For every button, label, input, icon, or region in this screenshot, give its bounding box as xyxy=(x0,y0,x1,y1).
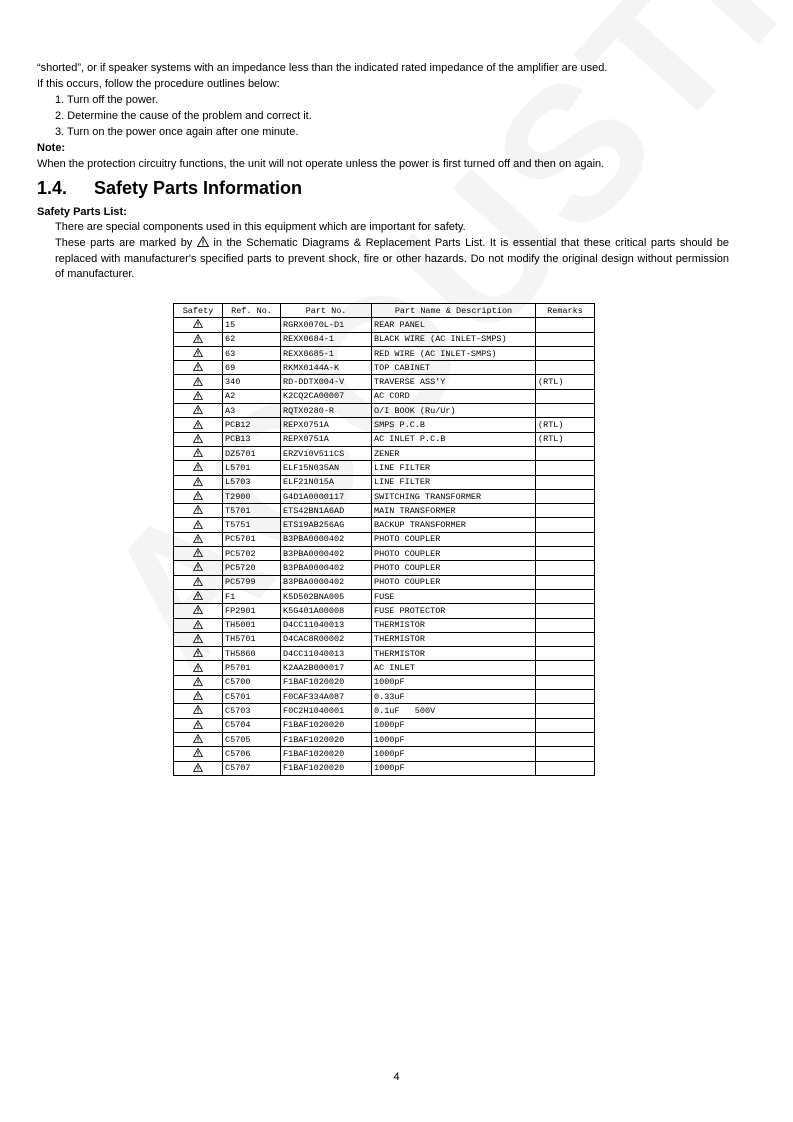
safety-mark-icon xyxy=(174,475,223,489)
part-name-cell: LINE FILTER xyxy=(372,475,536,489)
remarks-cell xyxy=(536,604,595,618)
note-label: Note: xyxy=(37,142,66,154)
remarks-cell xyxy=(536,318,595,332)
section-heading xyxy=(37,178,302,199)
part-name-cell: 1000pF xyxy=(372,747,536,761)
remarks-cell xyxy=(536,718,595,732)
procedure-step-3: 3. Turn on the power once again after one minute. xyxy=(55,126,299,138)
part-name-cell: THERMISTOR xyxy=(372,618,536,632)
ref-no-cell: A3 xyxy=(223,404,281,418)
ref-no-cell: C5707 xyxy=(223,761,281,775)
table-row xyxy=(174,690,595,704)
remarks-cell xyxy=(536,661,595,675)
safety-mark-icon xyxy=(174,518,223,532)
ref-no-cell: PC5720 xyxy=(223,561,281,575)
part-name-cell: SWITCHING TRANSFORMER xyxy=(372,489,536,503)
safety-mark-icon xyxy=(174,718,223,732)
ref-no-cell: TH5860 xyxy=(223,647,281,661)
ref-no-cell: PC5799 xyxy=(223,575,281,589)
part-no-cell: REPX0751A xyxy=(281,418,372,432)
part-name-cell: BACKUP TRANSFORMER xyxy=(372,518,536,532)
table-row xyxy=(174,489,595,503)
part-no-cell: RQTX0280-R xyxy=(281,404,372,418)
table-row xyxy=(174,532,595,546)
intro-line-1: “shorted”, or if speaker systems with an impedance less than the indicated rated impedance of the amplifier are used. xyxy=(37,62,608,74)
remarks-cell xyxy=(536,547,595,561)
table-row xyxy=(174,418,595,432)
table-row xyxy=(174,547,595,561)
table-row xyxy=(174,675,595,689)
table-row xyxy=(174,618,595,632)
part-name-cell: AC INLET P.C.B xyxy=(372,432,536,446)
table-row xyxy=(174,346,595,360)
ref-no-cell: 62 xyxy=(223,332,281,346)
remarks-cell xyxy=(536,389,595,403)
remarks-cell: (RTL) xyxy=(536,432,595,446)
part-name-cell: PHOTO COUPLER xyxy=(372,561,536,575)
part-no-cell: RGRX0070L-D1 xyxy=(281,318,372,332)
remarks-cell xyxy=(536,489,595,503)
safety-mark-icon xyxy=(174,661,223,675)
part-no-cell: F1BAF1020020 xyxy=(281,732,372,746)
ref-no-cell: DZ5701 xyxy=(223,446,281,460)
table-row xyxy=(174,718,595,732)
table-row xyxy=(174,361,595,375)
part-no-cell: D4CAC8R00002 xyxy=(281,632,372,646)
part-name-cell: 1000pF xyxy=(372,718,536,732)
ref-no-cell: C5700 xyxy=(223,675,281,689)
remarks-cell: (RTL) xyxy=(536,418,595,432)
safety-mark-icon xyxy=(174,589,223,603)
header-safety: Safety xyxy=(174,304,223,318)
safety-parts-table xyxy=(173,303,595,776)
table-row xyxy=(174,404,595,418)
part-no-cell: K2CQ2CA00007 xyxy=(281,389,372,403)
safety-mark-icon xyxy=(174,404,223,418)
ref-no-cell: PCB12 xyxy=(223,418,281,432)
remarks-cell xyxy=(536,732,595,746)
safety-mark-icon xyxy=(174,532,223,546)
procedure-step-1: 1. Turn off the power. xyxy=(55,94,159,106)
part-name-cell: 1000pF xyxy=(372,761,536,775)
part-name-cell: 1000pF xyxy=(372,675,536,689)
table-row xyxy=(174,589,595,603)
note-text: When the protection circuitry functions, the unit will not operate unless the power is first turned off and then on again. xyxy=(37,158,605,170)
safety-mark-icon xyxy=(174,632,223,646)
table-row xyxy=(174,518,595,532)
safety-mark-icon xyxy=(174,690,223,704)
ref-no-cell: 69 xyxy=(223,361,281,375)
part-no-cell: B3PBA0000402 xyxy=(281,547,372,561)
part-name-cell: PHOTO COUPLER xyxy=(372,547,536,561)
table-row xyxy=(174,761,595,775)
safety-mark-icon xyxy=(174,575,223,589)
safety-mark-icon xyxy=(174,489,223,503)
part-name-cell: PHOTO COUPLER xyxy=(372,575,536,589)
part-no-cell: RD-DDTX004-V xyxy=(281,375,372,389)
ref-no-cell: PCB13 xyxy=(223,432,281,446)
procedure-step-2: 2. Determine the cause of the problem and correct it. xyxy=(55,110,312,122)
remarks-cell xyxy=(536,561,595,575)
part-no-cell: ETS42BN1A6AD xyxy=(281,504,372,518)
part-name-cell: ZENER xyxy=(372,446,536,460)
part-name-cell: AC CORD xyxy=(372,389,536,403)
remarks-cell xyxy=(536,747,595,761)
part-no-cell: F0CAF334A087 xyxy=(281,690,372,704)
part-no-cell: D4CC11040013 xyxy=(281,647,372,661)
safety-mark-icon xyxy=(174,547,223,561)
warning-triangle-icon xyxy=(197,236,209,247)
table-row xyxy=(174,375,595,389)
table-row xyxy=(174,561,595,575)
part-no-cell: ELF15N035AN xyxy=(281,461,372,475)
ref-no-cell: PC5701 xyxy=(223,532,281,546)
part-no-cell: F1BAF1020020 xyxy=(281,718,372,732)
table-row xyxy=(174,475,595,489)
ref-no-cell: C5703 xyxy=(223,704,281,718)
ref-no-cell: T5701 xyxy=(223,504,281,518)
ref-no-cell: A2 xyxy=(223,389,281,403)
part-no-cell: K2AA2B000017 xyxy=(281,661,372,675)
safety-mark-icon xyxy=(174,618,223,632)
remarks-cell xyxy=(536,690,595,704)
part-name-cell: SMPS P.C.B xyxy=(372,418,536,432)
ref-no-cell: C5705 xyxy=(223,732,281,746)
table-row xyxy=(174,732,595,746)
part-name-cell: O/I BOOK (Ru/Ur) xyxy=(372,404,536,418)
safety-mark-icon xyxy=(174,361,223,375)
ref-no-cell: T5751 xyxy=(223,518,281,532)
safety-mark-icon xyxy=(174,747,223,761)
part-no-cell: REXX0685-1 xyxy=(281,346,372,360)
part-name-cell: BLACK WIRE (AC INLET-SMPS) xyxy=(372,332,536,346)
ref-no-cell: FP2901 xyxy=(223,604,281,618)
table-row xyxy=(174,647,595,661)
remarks-cell xyxy=(536,632,595,646)
part-no-cell: F1BAF1020020 xyxy=(281,675,372,689)
remarks-cell xyxy=(536,518,595,532)
part-no-cell: F1BAF1020020 xyxy=(281,747,372,761)
part-no-cell: ETS19AB256AG xyxy=(281,518,372,532)
ref-no-cell: F1 xyxy=(223,589,281,603)
part-name-cell: THERMISTOR xyxy=(372,632,536,646)
header-remarks: Remarks xyxy=(536,304,595,318)
table-row xyxy=(174,704,595,718)
ref-no-cell: C5706 xyxy=(223,747,281,761)
table-row xyxy=(174,446,595,460)
table-row xyxy=(174,747,595,761)
part-name-cell: THERMISTOR xyxy=(372,647,536,661)
header-part-name: Part Name & Description xyxy=(372,304,536,318)
part-no-cell: ELF21N015A xyxy=(281,475,372,489)
part-name-cell: FUSE xyxy=(372,589,536,603)
ref-no-cell: TH5001 xyxy=(223,618,281,632)
ref-no-cell: 340 xyxy=(223,375,281,389)
table-row xyxy=(174,504,595,518)
table-row xyxy=(174,661,595,675)
safety-mark-icon xyxy=(174,561,223,575)
safety-mark-icon xyxy=(174,504,223,518)
safety-mark-icon xyxy=(174,318,223,332)
safety-parts-list-label: Safety Parts List: xyxy=(37,206,127,218)
safety-paragraph-2-start: These parts are marked by xyxy=(55,237,193,249)
remarks-cell xyxy=(536,475,595,489)
table-row xyxy=(174,318,595,332)
ref-no-cell: L5701 xyxy=(223,461,281,475)
part-name-cell: AC INLET xyxy=(372,661,536,675)
header-ref-no: Ref. No. xyxy=(223,304,281,318)
safety-mark-icon xyxy=(174,375,223,389)
part-no-cell: K5G401A00008 xyxy=(281,604,372,618)
safety-mark-icon xyxy=(174,704,223,718)
remarks-cell xyxy=(536,618,595,632)
part-name-cell: LINE FILTER xyxy=(372,461,536,475)
part-name-cell: TRAVERSE ASS'Y xyxy=(372,375,536,389)
table-row xyxy=(174,432,595,446)
ref-no-cell: TH5701 xyxy=(223,632,281,646)
safety-paragraph-1: There are special components used in this equipment which are important for safety. xyxy=(55,221,466,233)
part-name-cell: FUSE PROTECTOR xyxy=(372,604,536,618)
page-number: 4 xyxy=(393,1071,400,1083)
remarks-cell xyxy=(536,461,595,475)
part-name-cell: REAR PANEL xyxy=(372,318,536,332)
safety-mark-icon xyxy=(174,732,223,746)
section-title: Safety Parts Information xyxy=(94,178,303,198)
remarks-cell xyxy=(536,575,595,589)
part-no-cell: F1BAF1020020 xyxy=(281,761,372,775)
remarks-cell xyxy=(536,446,595,460)
ref-no-cell: C5704 xyxy=(223,718,281,732)
part-name-cell: TOP CABINET xyxy=(372,361,536,375)
remarks-cell: (RTL) xyxy=(536,375,595,389)
part-name-cell: MAIN TRANSFORMER xyxy=(372,504,536,518)
safety-mark-icon xyxy=(174,604,223,618)
safety-mark-icon xyxy=(174,675,223,689)
safety-mark-icon xyxy=(174,389,223,403)
remarks-cell xyxy=(536,404,595,418)
safety-mark-icon xyxy=(174,761,223,775)
part-name-cell: 1000pF xyxy=(372,732,536,746)
intro-line-2: If this occurs, follow the procedure outlines below: xyxy=(37,78,280,90)
safety-mark-icon xyxy=(174,446,223,460)
part-no-cell: RKMX0144A-K xyxy=(281,361,372,375)
remarks-cell xyxy=(536,504,595,518)
part-no-cell: G4D1A0000117 xyxy=(281,489,372,503)
header-part-no: Part No. xyxy=(281,304,372,318)
part-name-cell: 0.1uF 500V xyxy=(372,704,536,718)
table-header-row xyxy=(174,304,595,318)
part-no-cell: B3PBA0000402 xyxy=(281,561,372,575)
safety-mark-icon xyxy=(174,332,223,346)
remarks-cell xyxy=(536,532,595,546)
safety-mark-icon xyxy=(174,647,223,661)
part-name-cell: PHOTO COUPLER xyxy=(372,532,536,546)
remarks-cell xyxy=(536,675,595,689)
remarks-cell xyxy=(536,589,595,603)
remarks-cell xyxy=(536,761,595,775)
ref-no-cell: T2900 xyxy=(223,489,281,503)
part-name-cell: RED WIRE (AC INLET-SMPS) xyxy=(372,346,536,360)
remarks-cell xyxy=(536,647,595,661)
table-row xyxy=(174,632,595,646)
ref-no-cell: 63 xyxy=(223,346,281,360)
safety-paragraph-2 xyxy=(55,236,729,283)
part-no-cell: REXX0684-1 xyxy=(281,332,372,346)
ref-no-cell: PC5702 xyxy=(223,547,281,561)
table-row xyxy=(174,461,595,475)
part-no-cell: K5D502BNA005 xyxy=(281,589,372,603)
safety-mark-icon xyxy=(174,346,223,360)
table-row xyxy=(174,389,595,403)
part-no-cell: B3PBA0000402 xyxy=(281,575,372,589)
ref-no-cell: 15 xyxy=(223,318,281,332)
part-no-cell: F0C2H1040001 xyxy=(281,704,372,718)
part-no-cell: ERZV10V511CS xyxy=(281,446,372,460)
remarks-cell xyxy=(536,346,595,360)
table-row xyxy=(174,604,595,618)
ref-no-cell: L5703 xyxy=(223,475,281,489)
safety-paragraph-2-rest: in the Schematic Diagrams & Replacement Parts List. It is essential that these critical parts should be replaced with manufacturer's specified parts to prevent shock, fire or other hazards. Do not modify the original design without permission of manufacturer. xyxy=(55,237,729,280)
safety-mark-icon xyxy=(174,461,223,475)
section-number: 1.4. xyxy=(37,178,68,198)
ref-no-cell: P5701 xyxy=(223,661,281,675)
safety-mark-icon xyxy=(174,432,223,446)
safety-mark-icon xyxy=(174,418,223,432)
remarks-cell xyxy=(536,361,595,375)
table-row xyxy=(174,332,595,346)
part-no-cell: D4CC11040013 xyxy=(281,618,372,632)
part-no-cell: REPX0751A xyxy=(281,432,372,446)
remarks-cell xyxy=(536,704,595,718)
part-name-cell: 0.33uF xyxy=(372,690,536,704)
ref-no-cell: C5701 xyxy=(223,690,281,704)
part-no-cell: B3PBA0000402 xyxy=(281,532,372,546)
remarks-cell xyxy=(536,332,595,346)
table-row xyxy=(174,575,595,589)
